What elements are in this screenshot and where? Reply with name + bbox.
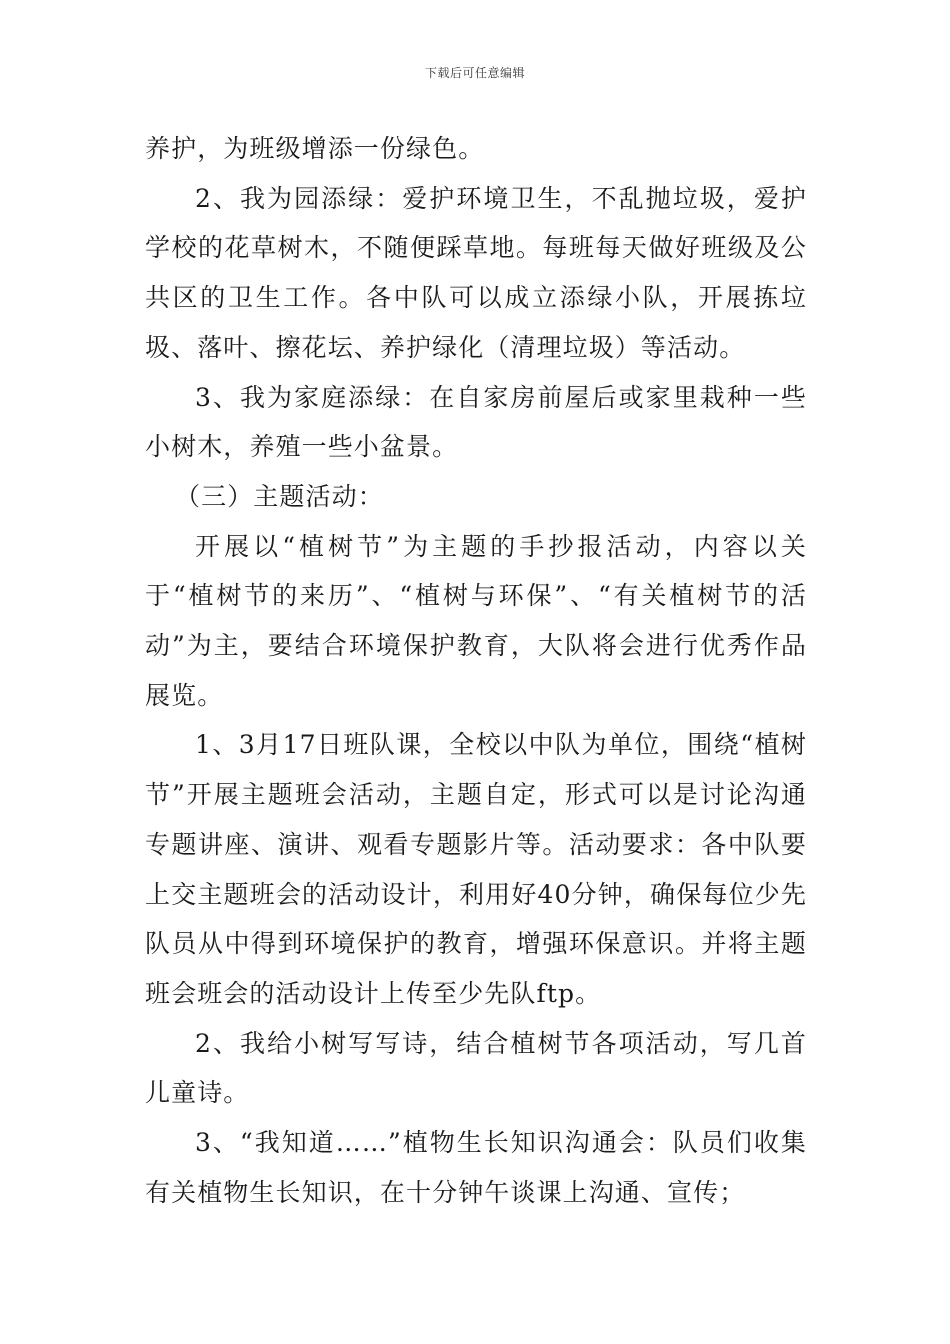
paragraph-handwritten-newspaper: 开展以“植树节”为主题的手抄报活动，内容以关于“植树节的来历”、“植树与环保”、“有关植树节的活动”为主，要结合环境保护教育，大队将会进行优秀作品展览。 xyxy=(145,531,807,710)
page-header: 下载后可任意编辑 xyxy=(424,66,525,80)
paragraph-item-garden: 2、我为园添绿：爱护环境卫生，不乱抛垃圾，爱护学校的花草树木，不随便踩草地。每班每天做好班级及公共区的卫生工作。各中队可以成立添绿小队，开展拣垃圾、落叶、擦花坛、养护绿化（清理垃圾）等活动。 xyxy=(145,183,807,362)
paragraph-item-poems: 2、我给小树写写诗，结合植树节各项活动，写几首儿童诗。 xyxy=(145,1028,807,1108)
document-body xyxy=(145,124,807,1217)
section-heading-theme-activity: （三）主题活动： xyxy=(175,481,384,511)
paragraph-continuation: 养护，为班级增添一份绿色。 xyxy=(145,134,485,163)
paragraph-item-class-meeting: 1、3月17日班队课，全校以中队为单位，围绕“植树节”开展主题班会活动，主题自定，形式可以是讨论沟通专题讲座、演讲、观看专题影片等。活动要求：各中队要上交主题班会的活动设计，利用好40分钟，确保每位少先队员从中得到环境保护的教育，增强环保意识。并将主题班会班会的活动设计上传至少先队ftp。 xyxy=(145,730,807,1008)
paragraph-item-home: 3、我为家庭添绿：在自家房前屋后或家里栽种一些小树木，养殖一些小盆景。 xyxy=(145,382,807,462)
paragraph-item-knowledge: 3、“我知道……”植物生长知识沟通会：队员们收集有关植物生长知识，在十分钟午谈课上沟通、宣传； xyxy=(145,1128,807,1207)
